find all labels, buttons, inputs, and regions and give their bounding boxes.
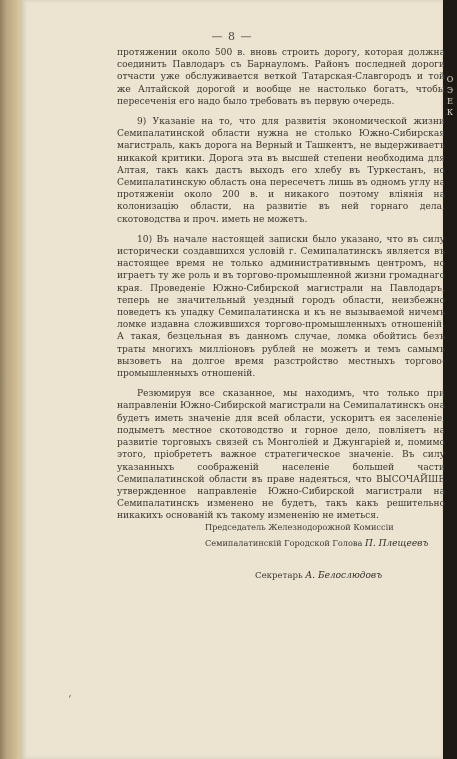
stray-mark: ‘	[68, 693, 72, 706]
secretary-name: А. Белослюдовъ	[305, 571, 383, 581]
mayor-line	[205, 535, 440, 552]
dark-margin-strip	[443, 0, 457, 759]
page-number: — 8 —	[211, 30, 253, 43]
book-spine-edge	[0, 0, 18, 759]
secretary-title: Секретарь	[255, 571, 303, 581]
chair-title: Председатель Железнодорожной Комиссіи	[205, 522, 394, 532]
document-body	[117, 47, 445, 523]
margin-letters: О Э Е К	[446, 75, 454, 117]
secretary-signature	[255, 571, 382, 581]
document-page	[22, 0, 445, 759]
paragraph-summary: Резюмируя все сказанное, мы находимъ, что только при направленіи Южно-Сибирской магистрали на Семипалатинскъ она будетъ иметь значеніе для всей области, ускоритъ ея заселеніе, подыметъ местное скотоводство и горное дело, повліяетъ на развитіе торговыхъ связей съ Монголіей и Джунгаріей и, помимо этого, пріобрететъ важное стратегическое значеніе. Въ силу указанныхъ соображеній населеніе большей части Семипалатинской области въ праве надеяться, что ВЫСОЧАЙШЕ утвержденное направленіе Южно-Сибирской магистрали на Семипалатинскъ изменено не будетъ, такъ какъ решительно никакихъ основаній къ такому измененію не иметься.	[117, 389, 445, 522]
mayor-name: П. Плещеевъ	[365, 539, 429, 549]
signature-block	[205, 519, 440, 552]
paragraph-10: 10) Въ начале настоящей записки было указано, что въ силу исторически создавшихся условій г. Семипалатинскъ является въ настоящее время не только административнымъ центромъ, но играетъ ту же роль и въ торгово-промышленной жизни громаднаго края. Проведеніе Южно-Сибирской магистрали на Павлодаръ, теперь не значительный уездный городъ области, неизбежно поведетъ къ упадку Семипалатинска и къ не вызываемой ничемъ ломке издавна сложившихся торгово-промышленныхъ отношеній. А такая, безцельная въ данномъ случае, ломка обойтись безъ траты многихъ милліоновъ рублей не можетъ и темъ самымъ вызоветъ на долгое время разстройство местныхъ торгово-промышленныхъ отношеній.	[117, 234, 445, 380]
mayor-title: Семипалатинскій Городской Голова	[205, 538, 363, 548]
paragraph-continuation: протяжении около 500 в. вновь строить дорогу, которая должна соединить Павлодаръ съ Барнауломъ. Районъ последней дороги отчасти уже обслуживается веткой Татарская-Славгородъ и той же Алтайской дорогой и вообще не настолько богатъ, чтобы пересеченія его надо было требовать въ первую очередь.	[117, 48, 445, 107]
paragraph-9: 9) Указаніе на то, что для развитія экономической жизни Семипалатинской области нужна не столько Южно-Сибирская магистраль, какъ дорога на Верный и Ташкентъ, не выдерживаетъ никакой критики. Дорога эта въ высшей степени необходима для Алтая, такъ какъ дастъ выходъ его хлебу въ Туркестанъ, но Семипалатинскую область она пересечетъ лишь въ одномъ углу на протяженіи около 200 в. и никакого поэтому вліянія на колонизацію области, на развитіе въ ней горнаго дела, скотоводства и проч. иметь не можетъ.	[117, 117, 445, 225]
